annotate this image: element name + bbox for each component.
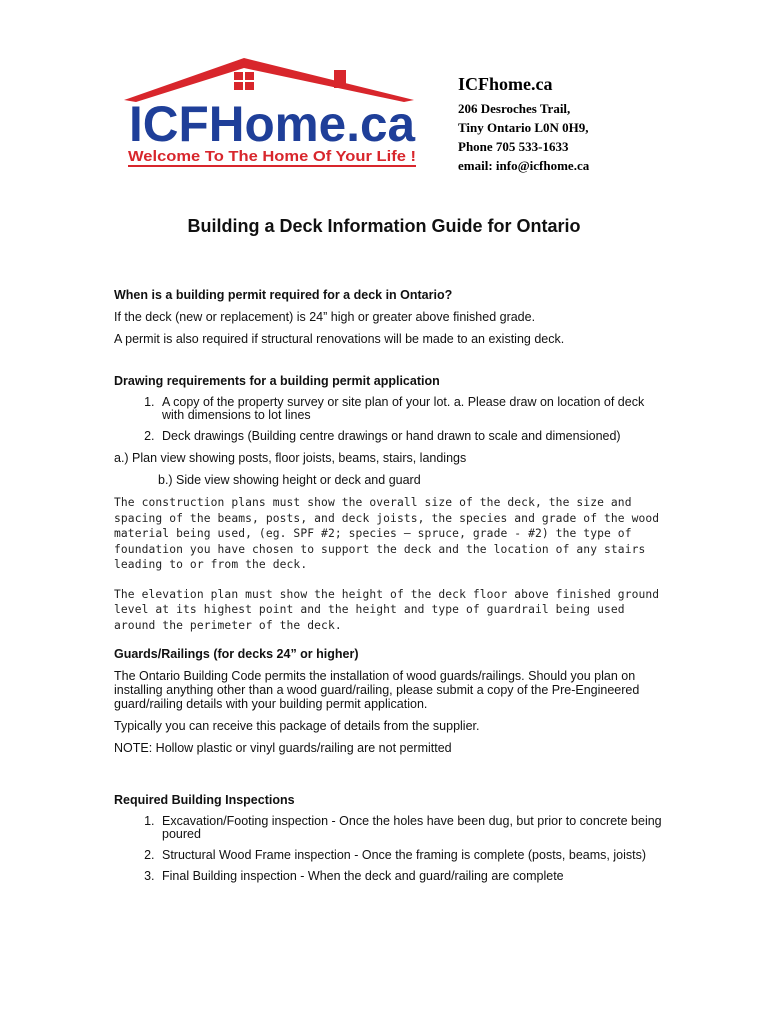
address-line1: 206 Desroches Trail, [458, 101, 571, 116]
document-body [114, 288, 664, 891]
logo-graphic [124, 56, 420, 172]
list-item: 2. Structural Wood Frame inspection - Once the framing is complete (posts, beams, joists) [158, 849, 664, 862]
document-title: Building a Deck Information Guide for Ontario [187, 216, 581, 236]
list-item: 3. Final Building inspection - When the deck and guard/railing are complete [158, 870, 664, 883]
permit-paragraph-2: A permit is also required if structural renovations will be made to an existing deck. [114, 332, 565, 346]
drawing-list [114, 396, 664, 443]
elevation-plan-text: The elevation plan must show the height of the deck floor above finished ground level at its highest point and the height and type of guardrail being used around the perimeter of the deck. [114, 587, 660, 632]
guards-heading: Guards/Railings (for decks 24” or higher) [114, 647, 359, 661]
side-view-item: b.) Side view showing height or deck and guard [158, 473, 421, 487]
company-name: ICFhome.ca [458, 74, 553, 94]
email[interactable]: email: info@icfhome.ca [458, 158, 590, 173]
guards-paragraph-1: The Ontario Building Code permits the installation of wood guards/railings. Should you plan on installing anything other than a wood guard/railing, please submit a copy of the Pre-Engineered guard/railing details with your building permit application. [114, 669, 640, 711]
construction-plans-text: The construction plans must show the overall size of the deck, the size and spacing of the beams, posts, and deck joists, the species and grade of the wood material being used, (eg. SPF #2; species – spruce, grade - #2) the type of foundation you have chosen to support the deck and the location of any stairs leading to or from the deck. [114, 496, 660, 571]
logo-name: ICFHome.ca [129, 96, 417, 152]
drawing-heading: Drawing requirements for a building permit application [114, 374, 440, 388]
window-icon [234, 72, 254, 90]
plan-view-item: a.) Plan view showing posts, floor joists, beams, stairs, landings [114, 451, 467, 465]
contact-block [458, 74, 589, 175]
list-item: 2. Deck drawings (Building centre drawings or hand drawn to scale and dimensioned) [158, 430, 664, 443]
list-item: 1. Excavation/Footing inspection - Once the holes have been dug, but prior to concrete being poured [158, 815, 664, 841]
guards-note: NOTE: Hollow plastic or vinyl guards/railing are not permitted [114, 741, 452, 755]
inspections-heading: Required Building Inspections [114, 793, 295, 807]
icfhome-logo [124, 56, 420, 172]
permit-heading: When is a building permit required for a deck in Ontario? [114, 288, 453, 302]
phone: Phone 705 533-1633 [458, 139, 569, 154]
permit-paragraph-1: If the deck (new or replacement) is 24” high or greater above finished grade. [114, 310, 536, 324]
list-item: 1. A copy of the property survey or site plan of your lot. a. Please draw on location of deck with dimensions to lot lines [158, 396, 664, 422]
guards-paragraph-2: Typically you can receive this package of details from the supplier. [114, 719, 480, 733]
inspections-list [114, 815, 664, 883]
address-line2: Tiny Ontario L0N 0H9, [458, 120, 589, 135]
logo-tagline: Welcome To The Home Of Your Life ! [128, 148, 416, 165]
